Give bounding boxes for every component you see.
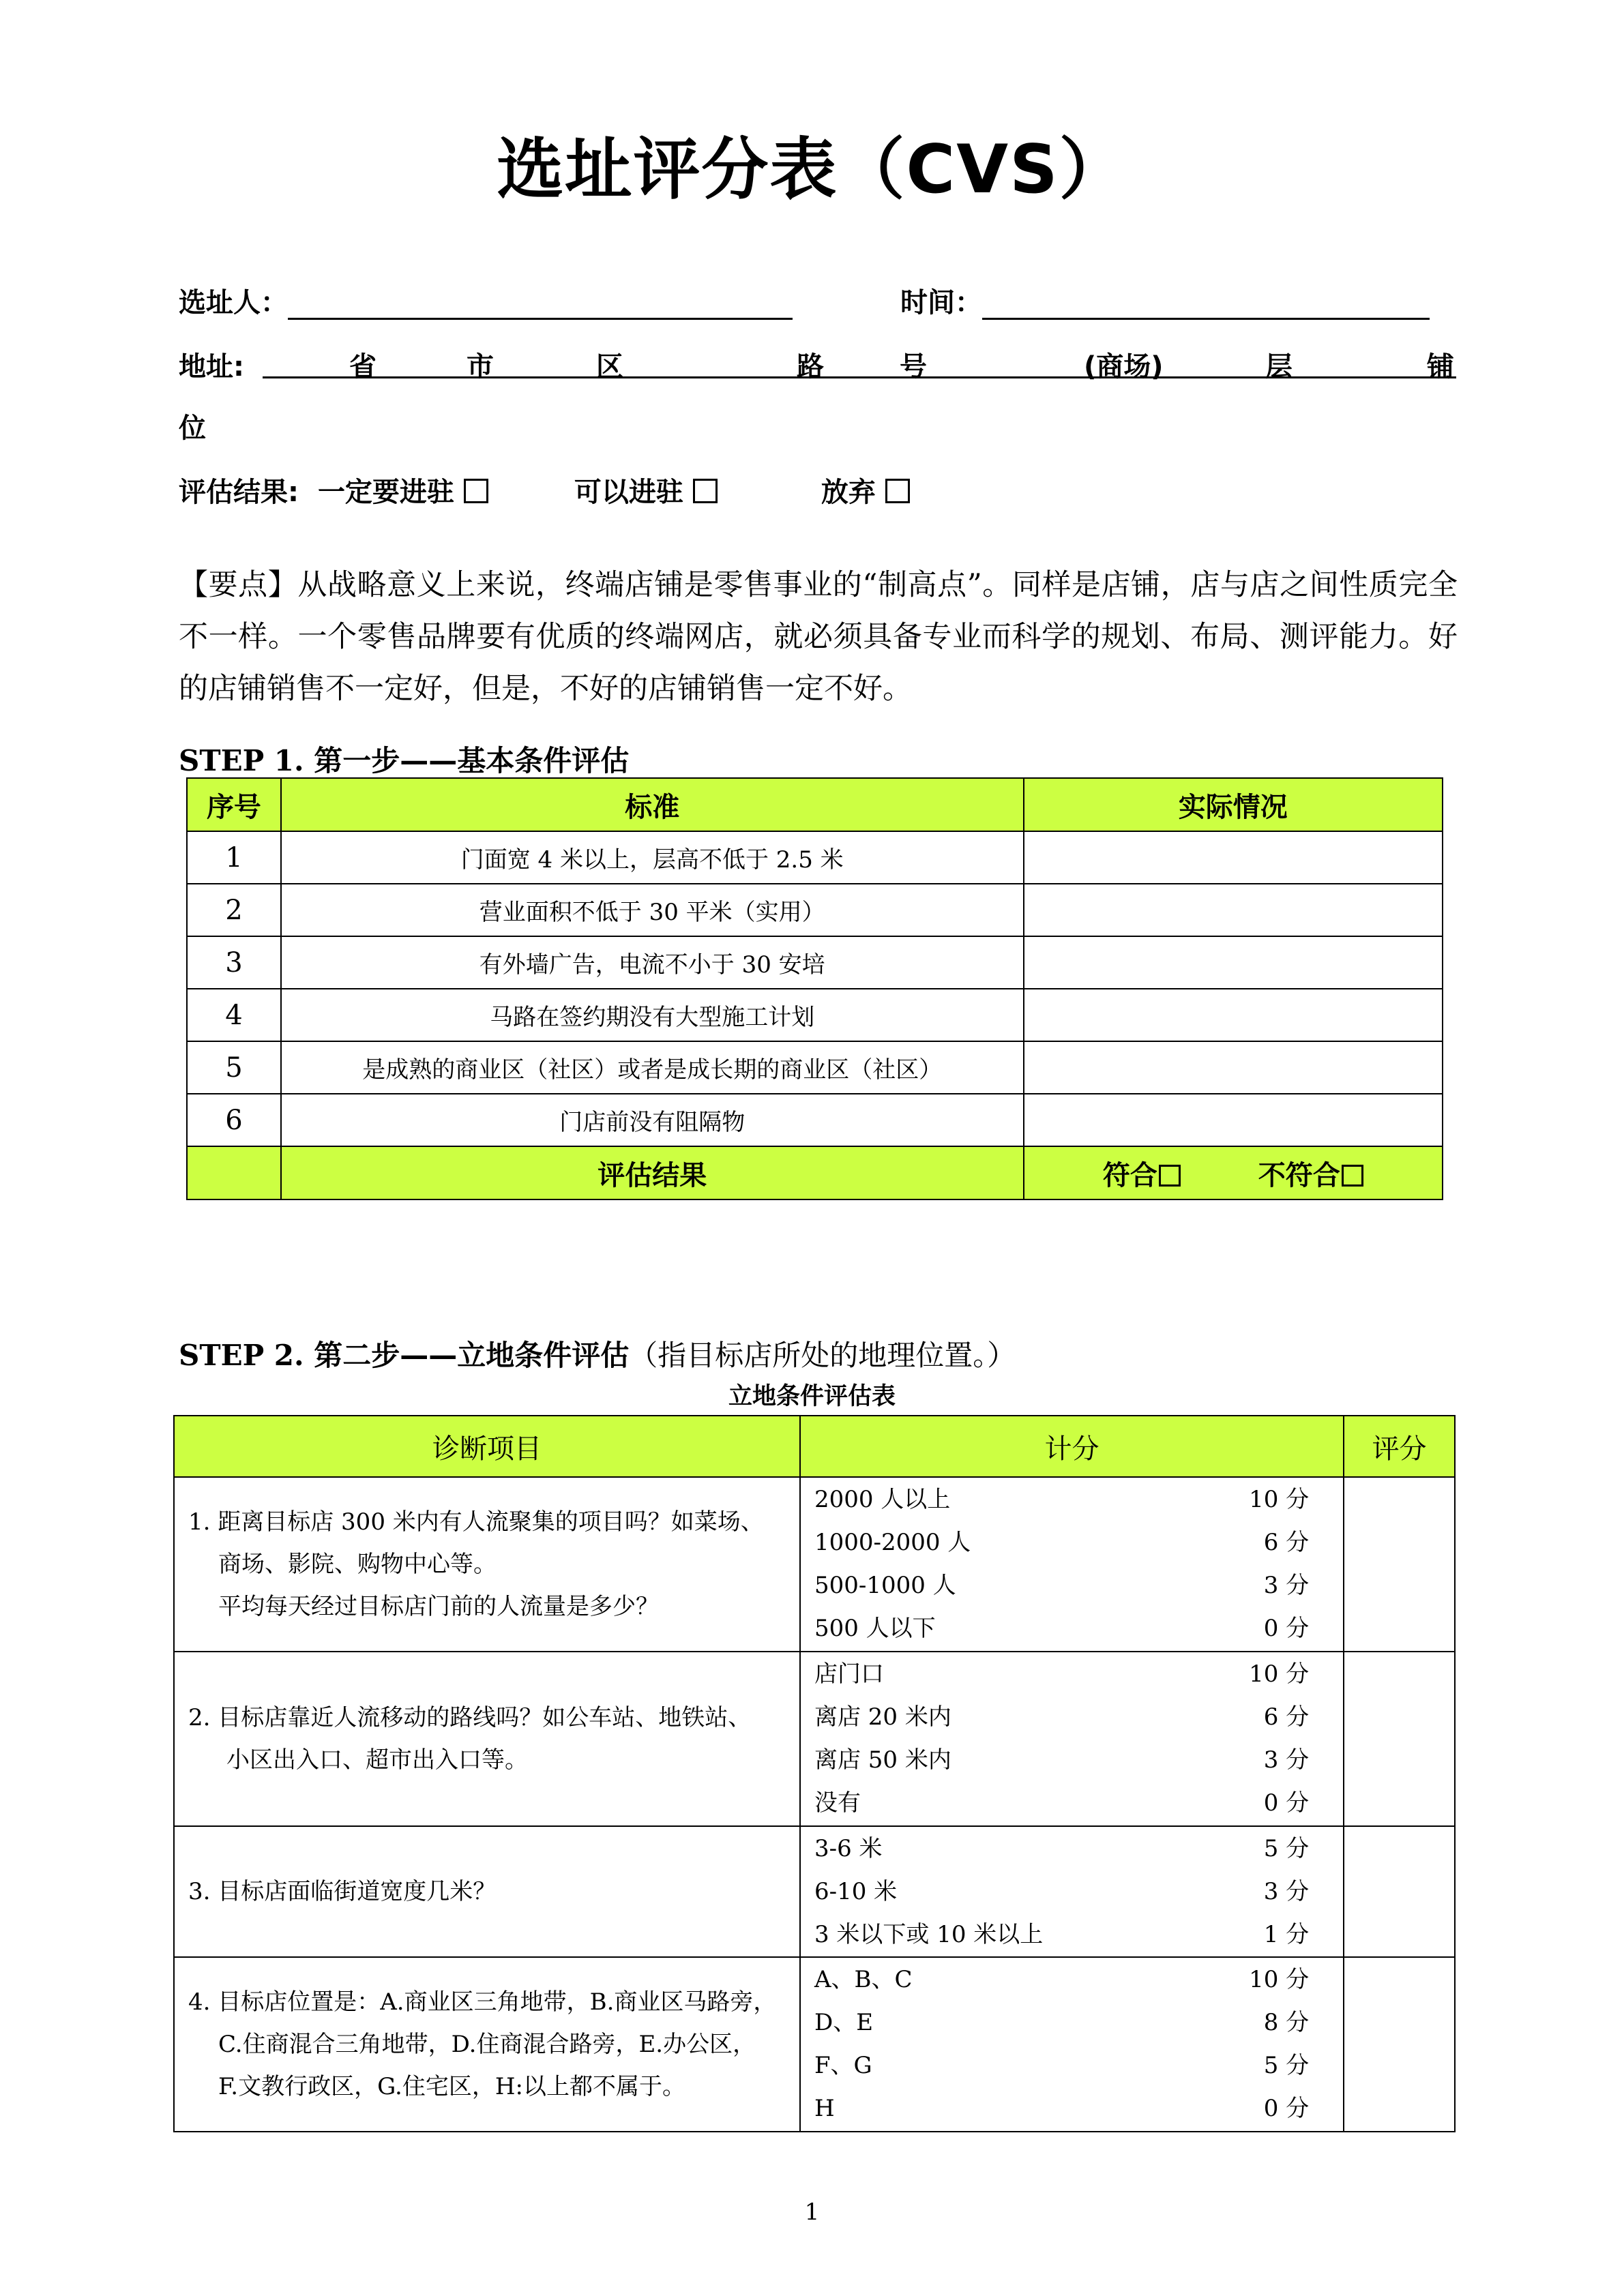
address-mall: (商场) <box>1084 351 1164 383</box>
score-cell[interactable] <box>1344 1826 1455 1957</box>
page-number: 1 <box>804 2198 820 2226</box>
option-points: 10 分 <box>1249 1966 1310 1993</box>
address-road: 路 <box>797 351 824 383</box>
give-up-checkbox[interactable] <box>885 479 910 503</box>
footer-result-cell <box>1024 1146 1443 1199</box>
score-cell[interactable] <box>1344 1477 1455 1652</box>
option-label: 2000 人以上 <box>814 1486 951 1513</box>
option-points: 6 分 <box>1263 1703 1310 1731</box>
options-cell <box>800 1477 1219 1652</box>
score-cell[interactable] <box>1344 1957 1455 2132</box>
criterion-cell: 门面宽 4 米以上，层高不低于 2.5 米 <box>281 831 1024 884</box>
option-points: 8 分 <box>1263 2009 1310 2036</box>
option-label: 没有 <box>814 1789 861 1817</box>
address-row <box>179 341 1456 382</box>
option-label: A、B、C <box>814 1966 913 1993</box>
question-line: 3. 目标店面临街道宽度几米？ <box>188 1878 497 1905</box>
criterion-cell: 有外墙广告，电流不小于 30 安培 <box>281 936 1024 989</box>
step1-prefix: STEP 1. <box>179 744 304 777</box>
table-footer-row <box>187 1146 1443 1199</box>
table-row <box>187 831 1443 884</box>
col-header-score: 评分 <box>1344 1416 1455 1477</box>
question-line: 商场、影院、购物中心等。 <box>218 1551 497 1578</box>
basic-conditions-table <box>186 777 1443 1200</box>
address-label: 地址: <box>179 351 244 383</box>
question-line: 小区出入口、超市出入口等。 <box>226 1746 528 1774</box>
row-number: 5 <box>187 1041 281 1094</box>
score-cell[interactable] <box>1344 1652 1455 1826</box>
option-label: 3 米以下或 10 米以上 <box>814 1920 1044 1948</box>
actual-cell[interactable] <box>1024 831 1443 884</box>
actual-cell[interactable] <box>1024 1094 1443 1146</box>
table-row <box>187 1041 1443 1094</box>
footer-label: 评估结果 <box>281 1146 1024 1199</box>
question-cell <box>174 1957 800 2132</box>
step2-note: （指目标店所处的地理位置。） <box>629 1339 1016 1372</box>
address-shop: 铺 <box>1427 351 1454 383</box>
location-table-caption: 立地条件评估表 <box>728 1383 896 1410</box>
option-points: 3 分 <box>1263 1572 1310 1599</box>
points-cell <box>1219 1957 1344 2132</box>
not-conform-label: 不符合 <box>1258 1159 1340 1191</box>
option-points: 0 分 <box>1263 1615 1310 1642</box>
option-points: 0 分 <box>1263 1789 1310 1817</box>
not-conform-checkbox[interactable] <box>1342 1165 1363 1187</box>
time-label: 时间： <box>900 287 982 318</box>
footer-empty-cell <box>187 1146 281 1199</box>
question-line: C.住商混合三角地带，D.住商混合路旁，E.办公区， <box>218 2031 756 2058</box>
question-cell <box>174 1826 800 1957</box>
address-number: 号 <box>900 351 927 383</box>
selector-field <box>288 288 793 320</box>
option-label: H <box>814 2095 835 2122</box>
question-line: 1. 距离目标店 300 米内有人流聚集的项目吗？如菜场、 <box>188 1508 764 1536</box>
address-province: 省 <box>349 351 377 383</box>
question-line: 2. 目标店靠近人流移动的路线吗？如公车站、地铁站、 <box>188 1704 752 1731</box>
option-can-enter-label: 可以进驻 <box>574 477 683 508</box>
eval-result-row <box>179 471 910 509</box>
table-row <box>187 989 1443 1041</box>
row-number: 1 <box>187 831 281 884</box>
row-number: 3 <box>187 936 281 989</box>
step1-title: 第一步——基本条件评估 <box>314 744 630 777</box>
step2-prefix: STEP 2. <box>179 1339 304 1372</box>
question-line: 4. 目标店位置是：A.商业区三角地带，B.商业区马路旁， <box>188 1988 777 2016</box>
must-enter-checkbox[interactable] <box>464 479 488 503</box>
intro-paragraph: 【要点】从战略意义上来说，终端店铺是零售事业的“制高点”。同样是店铺，店与店之间性质完全不一样。一个零售品牌要有优质的终端网店，就必须具备专业而科学的规划、布局、测评能力。好的店铺销售不一定好，但是，不好的店铺销售一定不好。 <box>179 568 1458 706</box>
question-line: 平均每天经过目标店门前的人流量是多少？ <box>218 1593 659 1620</box>
question-cell <box>174 1477 800 1652</box>
row-number: 6 <box>187 1094 281 1146</box>
option-label: 500-1000 人 <box>814 1572 956 1599</box>
points-cell <box>1219 1652 1344 1826</box>
option-label: 离店 20 米内 <box>814 1703 951 1731</box>
option-points: 0 分 <box>1263 2095 1310 2122</box>
step1-heading <box>179 739 629 779</box>
actual-cell[interactable] <box>1024 989 1443 1041</box>
option-points: 3 分 <box>1263 1746 1310 1774</box>
row-number: 2 <box>187 884 281 936</box>
question-line: F.文教行政区，G.住宅区，H:以上都不属于。 <box>218 2073 685 2100</box>
col-header-criterion: 标准 <box>281 778 1024 831</box>
col-header-no: 序号 <box>187 778 281 831</box>
option-points: 1 分 <box>1263 1920 1310 1948</box>
address-district: 区 <box>596 351 623 383</box>
table-header-row <box>174 1416 1455 1477</box>
col-header-actual: 实际情况 <box>1024 778 1443 831</box>
option-label: D、E <box>814 2009 874 2036</box>
table-row <box>174 1957 1455 2132</box>
option-points: 6 分 <box>1263 1529 1310 1556</box>
table-row <box>187 1094 1443 1146</box>
conform-label: 符合 <box>1102 1159 1157 1191</box>
option-label: 1000-2000 人 <box>814 1529 971 1556</box>
step2-heading <box>179 1333 1016 1374</box>
option-label: 离店 50 米内 <box>814 1746 951 1774</box>
option-label: 店门口 <box>814 1660 884 1688</box>
step2-title: 第二步——立地条件评估 <box>314 1339 630 1372</box>
option-label: 3-6 米 <box>814 1834 883 1862</box>
eval-result-label: 评估结果: <box>179 477 299 508</box>
row-number: 4 <box>187 989 281 1041</box>
criterion-cell: 是成熟的商业区（社区）或者是成长期的商业区（社区） <box>281 1041 1024 1094</box>
option-points: 10 分 <box>1249 1486 1310 1513</box>
criterion-cell: 营业面积不低于 30 平米（实用） <box>281 884 1024 936</box>
points-cell <box>1219 1477 1344 1652</box>
table-row <box>174 1652 1455 1826</box>
time-row <box>900 281 1430 320</box>
table-row <box>187 884 1443 936</box>
address-city: 市 <box>467 351 494 383</box>
option-points: 3 分 <box>1263 1877 1310 1905</box>
options-cell <box>800 1652 1219 1826</box>
location-conditions-table <box>173 1415 1456 2132</box>
actual-cell[interactable] <box>1024 884 1443 936</box>
page-title: 选址评分表（CVS） <box>497 131 1127 209</box>
col-header-points: 计分 <box>800 1416 1344 1477</box>
table-row <box>187 936 1443 989</box>
can-enter-checkbox[interactable] <box>693 479 718 503</box>
points-cell <box>1219 1826 1344 1957</box>
table-row <box>174 1826 1455 1957</box>
time-field <box>982 288 1430 320</box>
selector-label: 选址人： <box>179 287 288 318</box>
selector-row <box>179 281 793 320</box>
table-row <box>174 1477 1455 1652</box>
question-cell <box>174 1652 800 1826</box>
option-points: 5 分 <box>1263 1834 1310 1862</box>
option-points: 10 分 <box>1249 1660 1310 1688</box>
col-header-item: 诊断项目 <box>174 1416 800 1477</box>
criterion-cell: 马路在签约期没有大型施工计划 <box>281 989 1024 1041</box>
address-floor: 层 <box>1265 351 1293 383</box>
options-cell <box>800 1826 1219 1957</box>
option-label: 500 人以下 <box>814 1615 936 1642</box>
option-label: F、G <box>814 2052 872 2079</box>
option-points: 5 分 <box>1263 2052 1310 2079</box>
actual-cell[interactable] <box>1024 936 1443 989</box>
criterion-cell: 门店前没有阻隔物 <box>281 1094 1024 1146</box>
option-must-enter-label: 一定要进驻 <box>317 477 454 508</box>
option-label: 6-10 米 <box>814 1877 898 1905</box>
options-cell <box>800 1957 1219 2132</box>
table-header-row <box>187 778 1443 831</box>
conform-checkbox[interactable] <box>1159 1165 1181 1187</box>
option-give-up-label: 放弃 <box>821 477 876 508</box>
address-continuation: 位 <box>179 413 206 444</box>
actual-cell[interactable] <box>1024 1041 1443 1094</box>
